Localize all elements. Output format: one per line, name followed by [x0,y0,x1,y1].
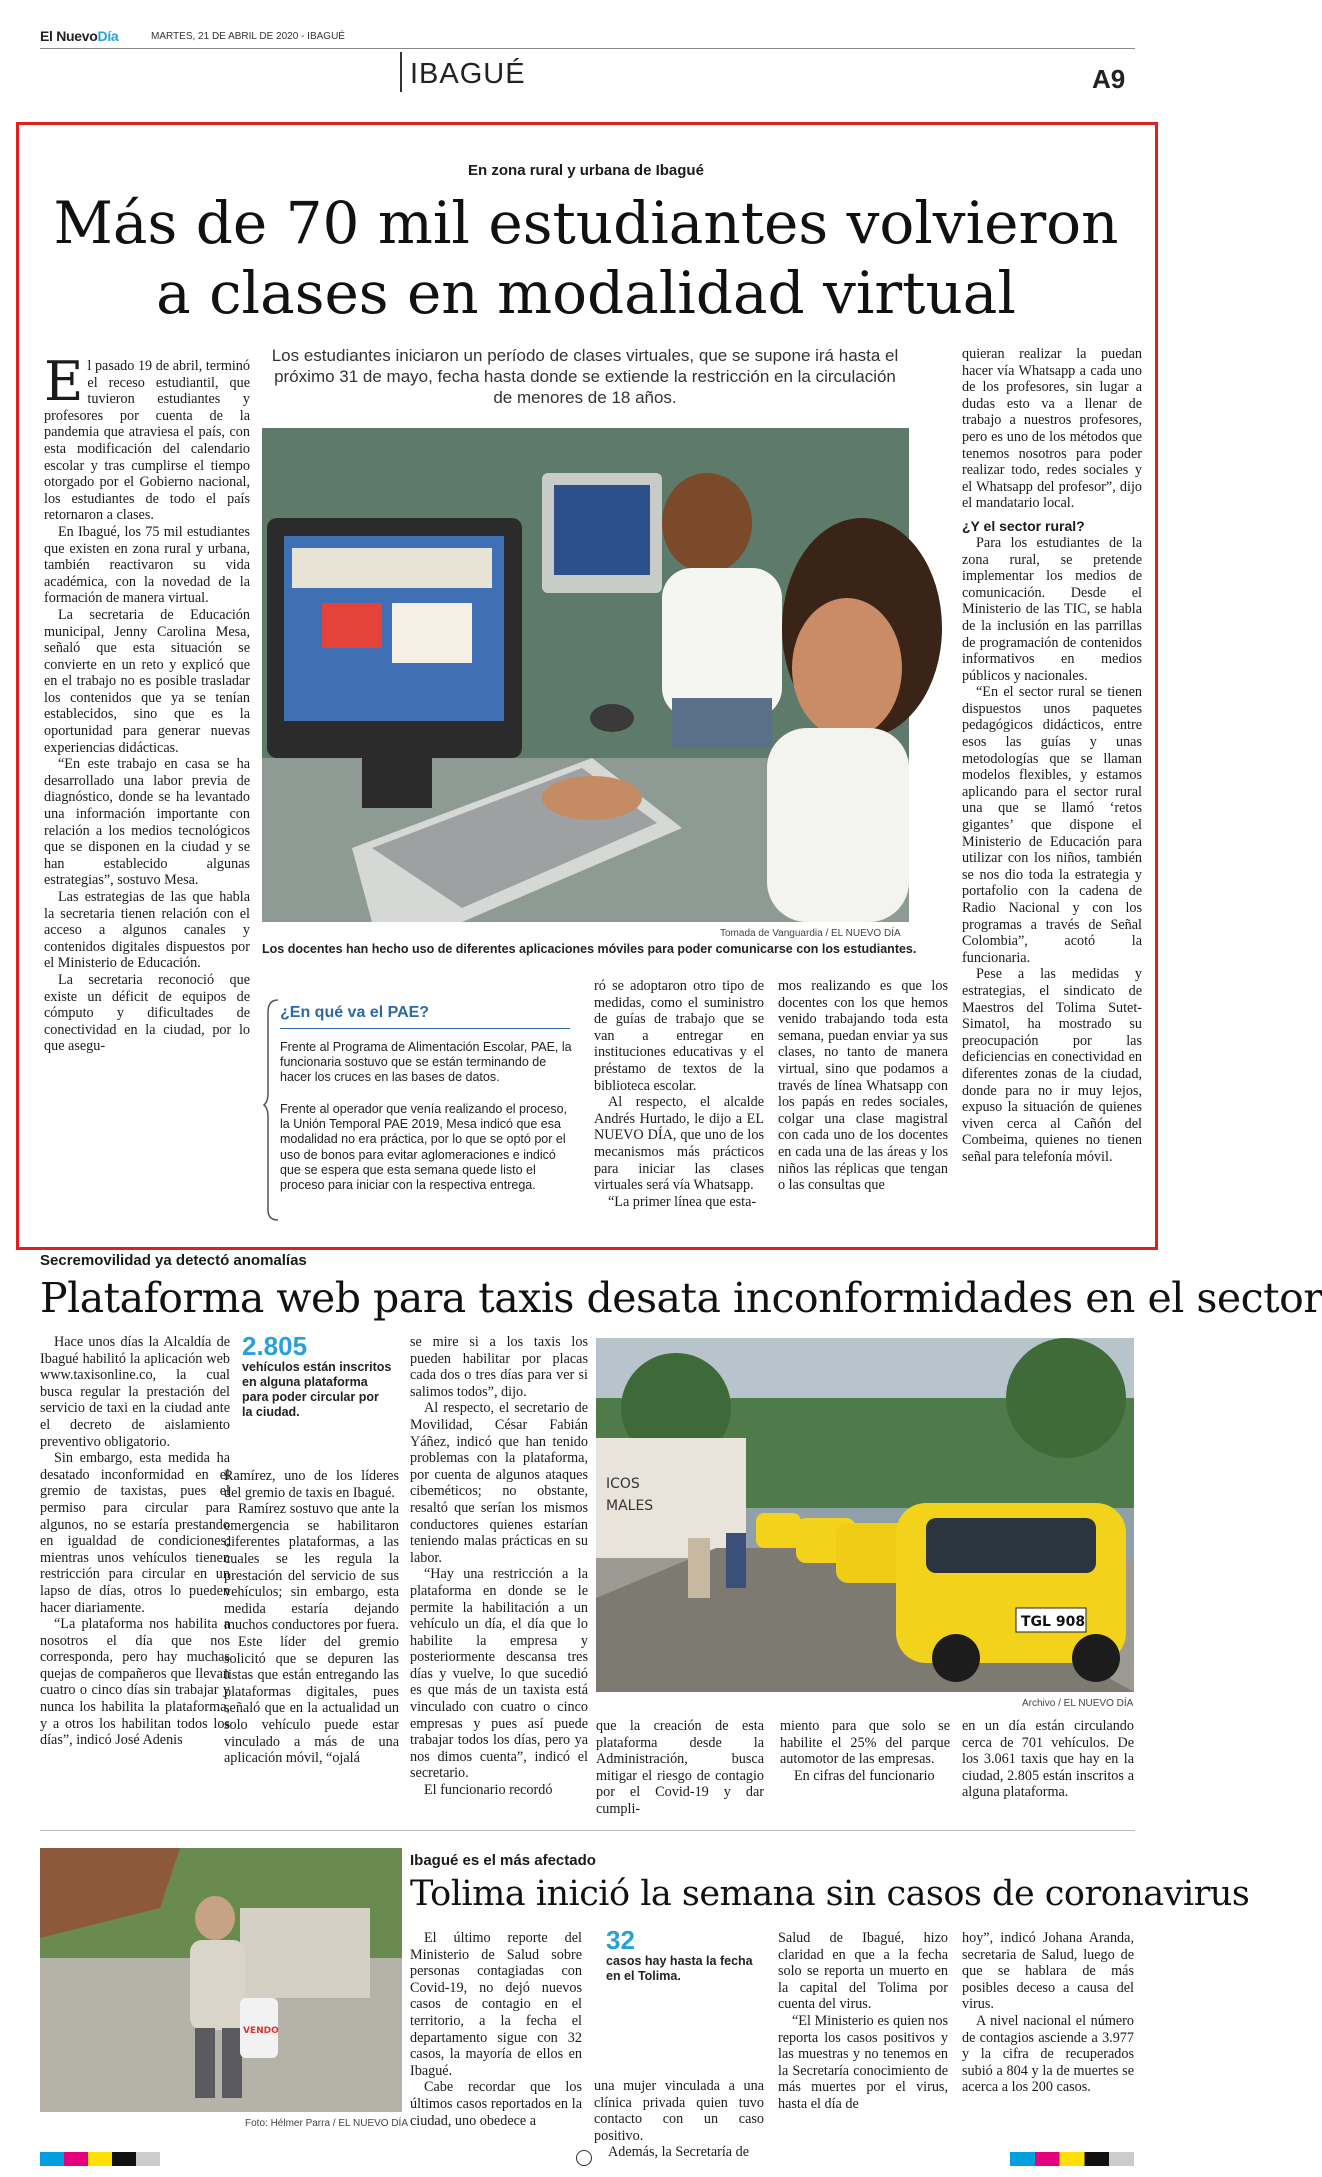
article2-bottom-rule [40,1830,1135,1831]
classroom-photo [262,428,909,922]
article1-caption: Los docentes han hecho uso de diferentes aplicaciones móviles para poder comunicarse con los estudiantes. [262,942,917,956]
article3-column-2 [594,2078,764,2161]
article1-col1-p2: En Ibagué, los 75 mil estudiantes que existen en zona rural y urbana, también reactivaron su vida académica, con la novedad de la formación de manera virtual. [44,523,250,607]
classroom-illustration [262,428,909,922]
taxi-photo [596,1338,1134,1692]
article3-stat [606,1926,756,1984]
article1-col1-p3: La secretaria de Educación municipal, Jenny Carolina Mesa, señaló que esta situación se convierte en un reto y explicó que en el trabajo no es posible trasladar los contenidos que ya se tenían establecidos, sino que es la oportunidad para generar nuevas experiencias didácticas. [44,606,250,756]
color-bar-left [40,2152,160,2166]
article1-col4-p1: mos realizando es que los docentes con los que hemos venido trabajando toda esta semana, puedan enviar ya sus clases, no tanto de manera virtual, sino que podamos a través de línea Whatsapp con los papás en redes sociales, colgar una clase magistral con cada uno de los docentes en cada una de las áreas y los niños las réplicas que tengan o las consultas que [778,978,948,1194]
article2-col3-p2: Al respecto, el secretario de Movilidad, César Fabián Yáñez, indicó que han tenido problemas con la plataforma, por cuenta de algunos ataques cibeméticos; no obstante, resaltó que serían los mismos conductores quienes estarían teniendo malas prácticas en su labor. [410,1400,588,1566]
article3-col3-p1: Salud de Ibagué, hizo claridad en que a la fecha solo se reporta un muerto en la capital del Tolima por cuenta del virus. [778,1930,948,2013]
article1-deck: Los estudiantes iniciaron un período de clases virtuales, que se supone irá hasta el próximo 31 de mayo, fecha hasta donde se extiende la restricción en la circulación de menores de 18 años. [271,346,899,407]
article1-col1-p6: La secretaria reconoció que existe un déficit de equipos de cómputo y dificultades de conectividad en la ciudad, por lo que asegu- [44,971,250,1055]
article3-col3-p2: “El Ministerio es quien nos reporta los casos positivos y las muestras y no tenemos en la Secretaría conocimiento de más muertes por el virus, hasta el día de [778,2012,948,2112]
masthead-logo [40,28,118,44]
article2-column-1 [40,1334,230,1749]
article1-title-line1: Más de 70 mil estudiantes volvieron [53,189,1119,257]
dateline: MARTES, 21 DE ABRIL DE 2020 - IBAGUÉ [151,31,345,42]
article3-col4-p1: hoy”, indicó Johana Aranda, secretaria de Salud, luego de que se hablara de más posibles deceso a causa del virus. [962,1930,1134,2013]
article2-col1-p1: Hace unos días la Alcaldía de Ibagué habilitó la aplicación web www.taxisonline.co, la cual busca regular la prestación del servicio de taxi en la ciudad ante el decreto de aislamiento preventivo obligatorio. [40,1334,230,1450]
article3-col4-p2: A nivel nacional el número de contagios asciende a 3.977 y la cifra de recuperados subió a 804 y la de muertes se acerca a los 200 casos. [962,2012,1134,2096]
article1-col3-p3: “La primer línea que esta- [608,1193,757,1210]
article2-kicker: Secremovilidad ya detectó anomalías [40,1252,307,1269]
article1-column-3 [594,978,764,1210]
article1-col5-p3: “En el sector rural se tienen dispuestos unos paquetes pedagógicos didácticos, entre esos las guías y unas metodologías que se llaman modelos flexibles, y estamos aplicando para el sector rural una que se llamó ‘retos gigantes’ que dispone el Ministerio de Educación para utilizar con los niños, también se nos dio toda la estrategia y portafolio con la cadena de Radio Nacional y con los programas a través de Señal Colombia”, acotó la funcionaria. [962,684,1142,966]
article3-column-4 [962,1930,1134,2096]
svg-text:MALES: MALES [606,1498,654,1514]
masthead-rule [40,48,1135,49]
article1-col3-p2: Al respecto, el alcalde Andrés Hurtado, le dijo a EL NUEVO DÍA, que uno de los mecanismos más prácticos para iniciar las clases virtuales será vía Whatsapp. [594,1094,764,1194]
article1-column-1 [44,350,250,1055]
color-bar-right [1010,2152,1134,2166]
article2-col3-p4: El funcionario recordó [424,1782,553,1799]
section-divider [400,52,402,92]
article3-col2-p1: una mujer vinculada a una clínica privada quien tuvo contacto con un caso positivo. [594,2078,764,2144]
article2-column-2 [224,1468,399,1767]
article2-col2-p3: Este líder del gremio solicitó que se depuren las listas que están entregando las plataformas digitales, pues señaló que en la actualidad un solo vehículo puede estar vinculado a más de una aplicación móvil, “ojalá [224,1633,399,1767]
article3-title: Tolima inició la semana sin casos de coronavirus [410,1874,1250,1914]
article2-photo-credit: Archivo / EL NUEVO DÍA [1022,1698,1134,1709]
article1-column-5 [962,346,1142,1166]
pae-box-title: ¿En qué va el PAE? [280,1004,430,1021]
article3-column-3 [778,1930,948,2113]
article2-col6-p1: en un día están circulando cerca de 701 vehículos. De los 3.061 taxis que hay en la ciudad, 2.805 están inscritos a alguna plataforma. [962,1718,1134,1801]
article3-stat-number: 32 [606,1925,635,1955]
dropcap: E [44,350,84,413]
article2-col3-p1: se mire si a los taxis los pueden habilitar por placas cada dos o tres días para ver si salimos todos”, dijo. [410,1334,588,1400]
article2-column-6 [962,1718,1134,1801]
article2-column-5 [780,1718,950,1784]
article2-col5-p2: En cifras del funcionario [794,1767,935,1784]
section-title: IBAGUÉ [410,58,526,90]
article2-col2-p2: Ramírez sostuvo que ante la emergencia se habilitaron diferentes plataformas, a las cuales se les regula la prestación del servicio de sus vehículos; sin embargo, esta medida estaría dejando muchos conductores por fuera. [224,1501,399,1634]
article1-title-line2: a clases en modalidad virtual [156,259,1016,327]
article1-col5-p2: Para los estudiantes de la zona rural, se pretende implementar los medios de comunicación. Desde el Ministerio de las TIC, se habla de la inclusión en las parrillas de programación de contenidos informativos en medios públicos y nacionales. [962,534,1142,684]
taxi-illustration [596,1338,1134,1692]
article1-photo-credit: Tomada de Vanguardia / EL NUEVO DÍA [720,928,901,939]
article2-col3-p3: “Hay una restricción a la plataforma en donde se le permite la habilitación a un vehículo un día, el día que lo habilite la empresa y posteriormente descansa tres días y vuelve, lo que sucedió es que más de un taxista está vinculado con cuatro o cinco empresas y pues así puede trabajar todos los días, pero ya nos dimos cuenta”, indicó el secretario. [410,1566,588,1782]
article3-col1-p1: El último reporte del Ministerio de Salud sobre personas contagiadas con Covid-19, no dejó nuevos casos de contagio en el territorio, a la fecha el departamento sigue con 32 casos, la mayoría de ellos en Ibagué. [410,1930,582,2079]
vendor-sign: VENDO [243,2026,279,2036]
article2-title: Plataforma web para taxis desata inconformidades en el sector [40,1274,1322,1322]
article2-stat-text: vehículos están inscritos en alguna plataforma para poder circular por la ciudad. [242,1360,392,1419]
article3-kicker: Ibagué es el más afectado [410,1852,596,1869]
article1-col1-p1: l pasado 19 de abril, terminó el receso estudiantil, que tuvieron estudiantes y profesores por cuenta de la pandemia que atraviesa el país, con esta modificación del calendario escolar y tras cumplirse el tiempo otorgado por el Gobierno nacional, los estudiantes de todo el país retornaron a clases. [44,358,250,524]
article2-stat [242,1332,392,1420]
pae-box [262,998,587,1223]
article3-col2-p2: Además, la Secretaría de [608,2144,750,2161]
pae-box-p1: Frente al Programa de Alimentación Escolar, PAE, la funcionaria sostuvo que se están terminando de hacer los cruces en las bases de datos. [280,1040,572,1085]
svg-text:ICOS: ICOS [606,1476,640,1492]
article2-column-4 [596,1718,764,1818]
pae-box-rule [280,1028,570,1029]
pae-box-p2: Frente al operador que venía realizando el proceso, la Unión Temporal PAE 2019, Mesa indicó que esa modalidad no era práctica, por lo que se optó por el uso de bonos para evitar aglomeraciones e indicó que se espera que esta semana quede listo el proceso para iniciar con la respectiva entrega. [280,1102,567,1193]
article1-column-4 [778,978,948,1194]
article3-stat-text: casos hay hasta la fecha en el Tolima. [606,1954,753,1983]
article2-col2-p1: Ramírez, uno de los líderes del gremio de taxis en Ibagué. [224,1468,399,1501]
article3-col1-p2: Cabe recordar que los últimos casos reportados en la ciudad, uno obedece a [410,2079,582,2129]
article1-col1-p5: Las estrategias de las que habla la secretaria tienen relación con el acceso a algunos canales y contenidos digitales dispuestos por el Ministerio de Educación. [44,889,250,972]
article3-photo-credit: Foto: Hélmer Parra / EL NUEVO DÍA [245,2118,409,2129]
article1-col5-p1: quieran realizar la puedan hacer vía Whatsapp a cada uno de los profesores, sin lugar a dudas esto va a llenar de trabajo a nuestros profesores, pero es uno de los métodos que tenemos nosotros para poder realizar todo, redes sociales y el Whatsapp del profesor”, dijo el mandatario local. [962,346,1142,512]
article1-col1-p4: “En este trabajo en casa se ha desarrollado una labor previa de diagnóstico, donde se ha levantado una información importante con relación a los medios tecnológicos que se disponen en la ciudad y se han establecido algunas estrategias”, sostuvo Mesa. [44,756,250,889]
page-number: A9 [1092,64,1126,94]
article2-col1-p2: Sin embargo, esta medida ha desatado inconformidad en el gremio de taxistas, pues el permiso para circular para algunos, no se estaría prestando en igualdad de condiciones; mientras unos vehículos tienen restricción para circular en un lapso de días, otros lo pueden hacer diariamente. [40,1450,230,1616]
vendor-photo [40,1848,402,2112]
article2-col4-p1: que la creación de esta plataforma desde la Administración, busca mitigar el riesgo de contagio por el Covid-19 y dar cumpli- [596,1718,764,1817]
article2-col1-p3: “La plataforma nos habilita a nosotros el día que nos corresponda, pero hay muchas quejas de compañeros que llevan cuatro o cinco días sin trabajar y nunca los habilita la plataforma, y a otros los habilitan todos los días”, indicó José Adenis [40,1616,230,1749]
logo-part2: Día [97,28,119,44]
registration-mark-icon [576,2150,592,2166]
svg-text:TGL 908: TGL 908 [1021,1614,1086,1630]
logo-part1: El Nuevo [40,28,98,44]
article2-col5-p1: miento para que solo se habilite el 25% del parque automotor de las empresas. [780,1718,950,1768]
article2-column-3 [410,1334,588,1799]
vendor-illustration [40,1848,402,2112]
article1-col5-p4: Pese a las medidas y estrategias, el sindicato de Maestros del Tolima Sutet-Simatol, ha mostrado su preocupación por las deficiencias en conectividad en diferentes zonas de la ciudad, donde para no ir muy lejos, expuso la situación de quienes viven cerca al Cañón del Combeima, quienes no tienen señal para telefonía móvil. [962,966,1142,1165]
article1-col5-subhead: ¿Y el sector rural? [962,517,1085,534]
article3-column-1 [410,1930,582,2129]
article1-kicker: En zona rural y urbana de Ibagué [468,162,704,179]
article2-stat-number: 2.805 [242,1331,308,1361]
article1-col3-p1: ró se adoptaron otro tipo de medidas, como el suministro de guías de trabajo que se van a entregar en instituciones educativas y el préstamo de textos de la biblioteca escolar. [594,978,764,1094]
